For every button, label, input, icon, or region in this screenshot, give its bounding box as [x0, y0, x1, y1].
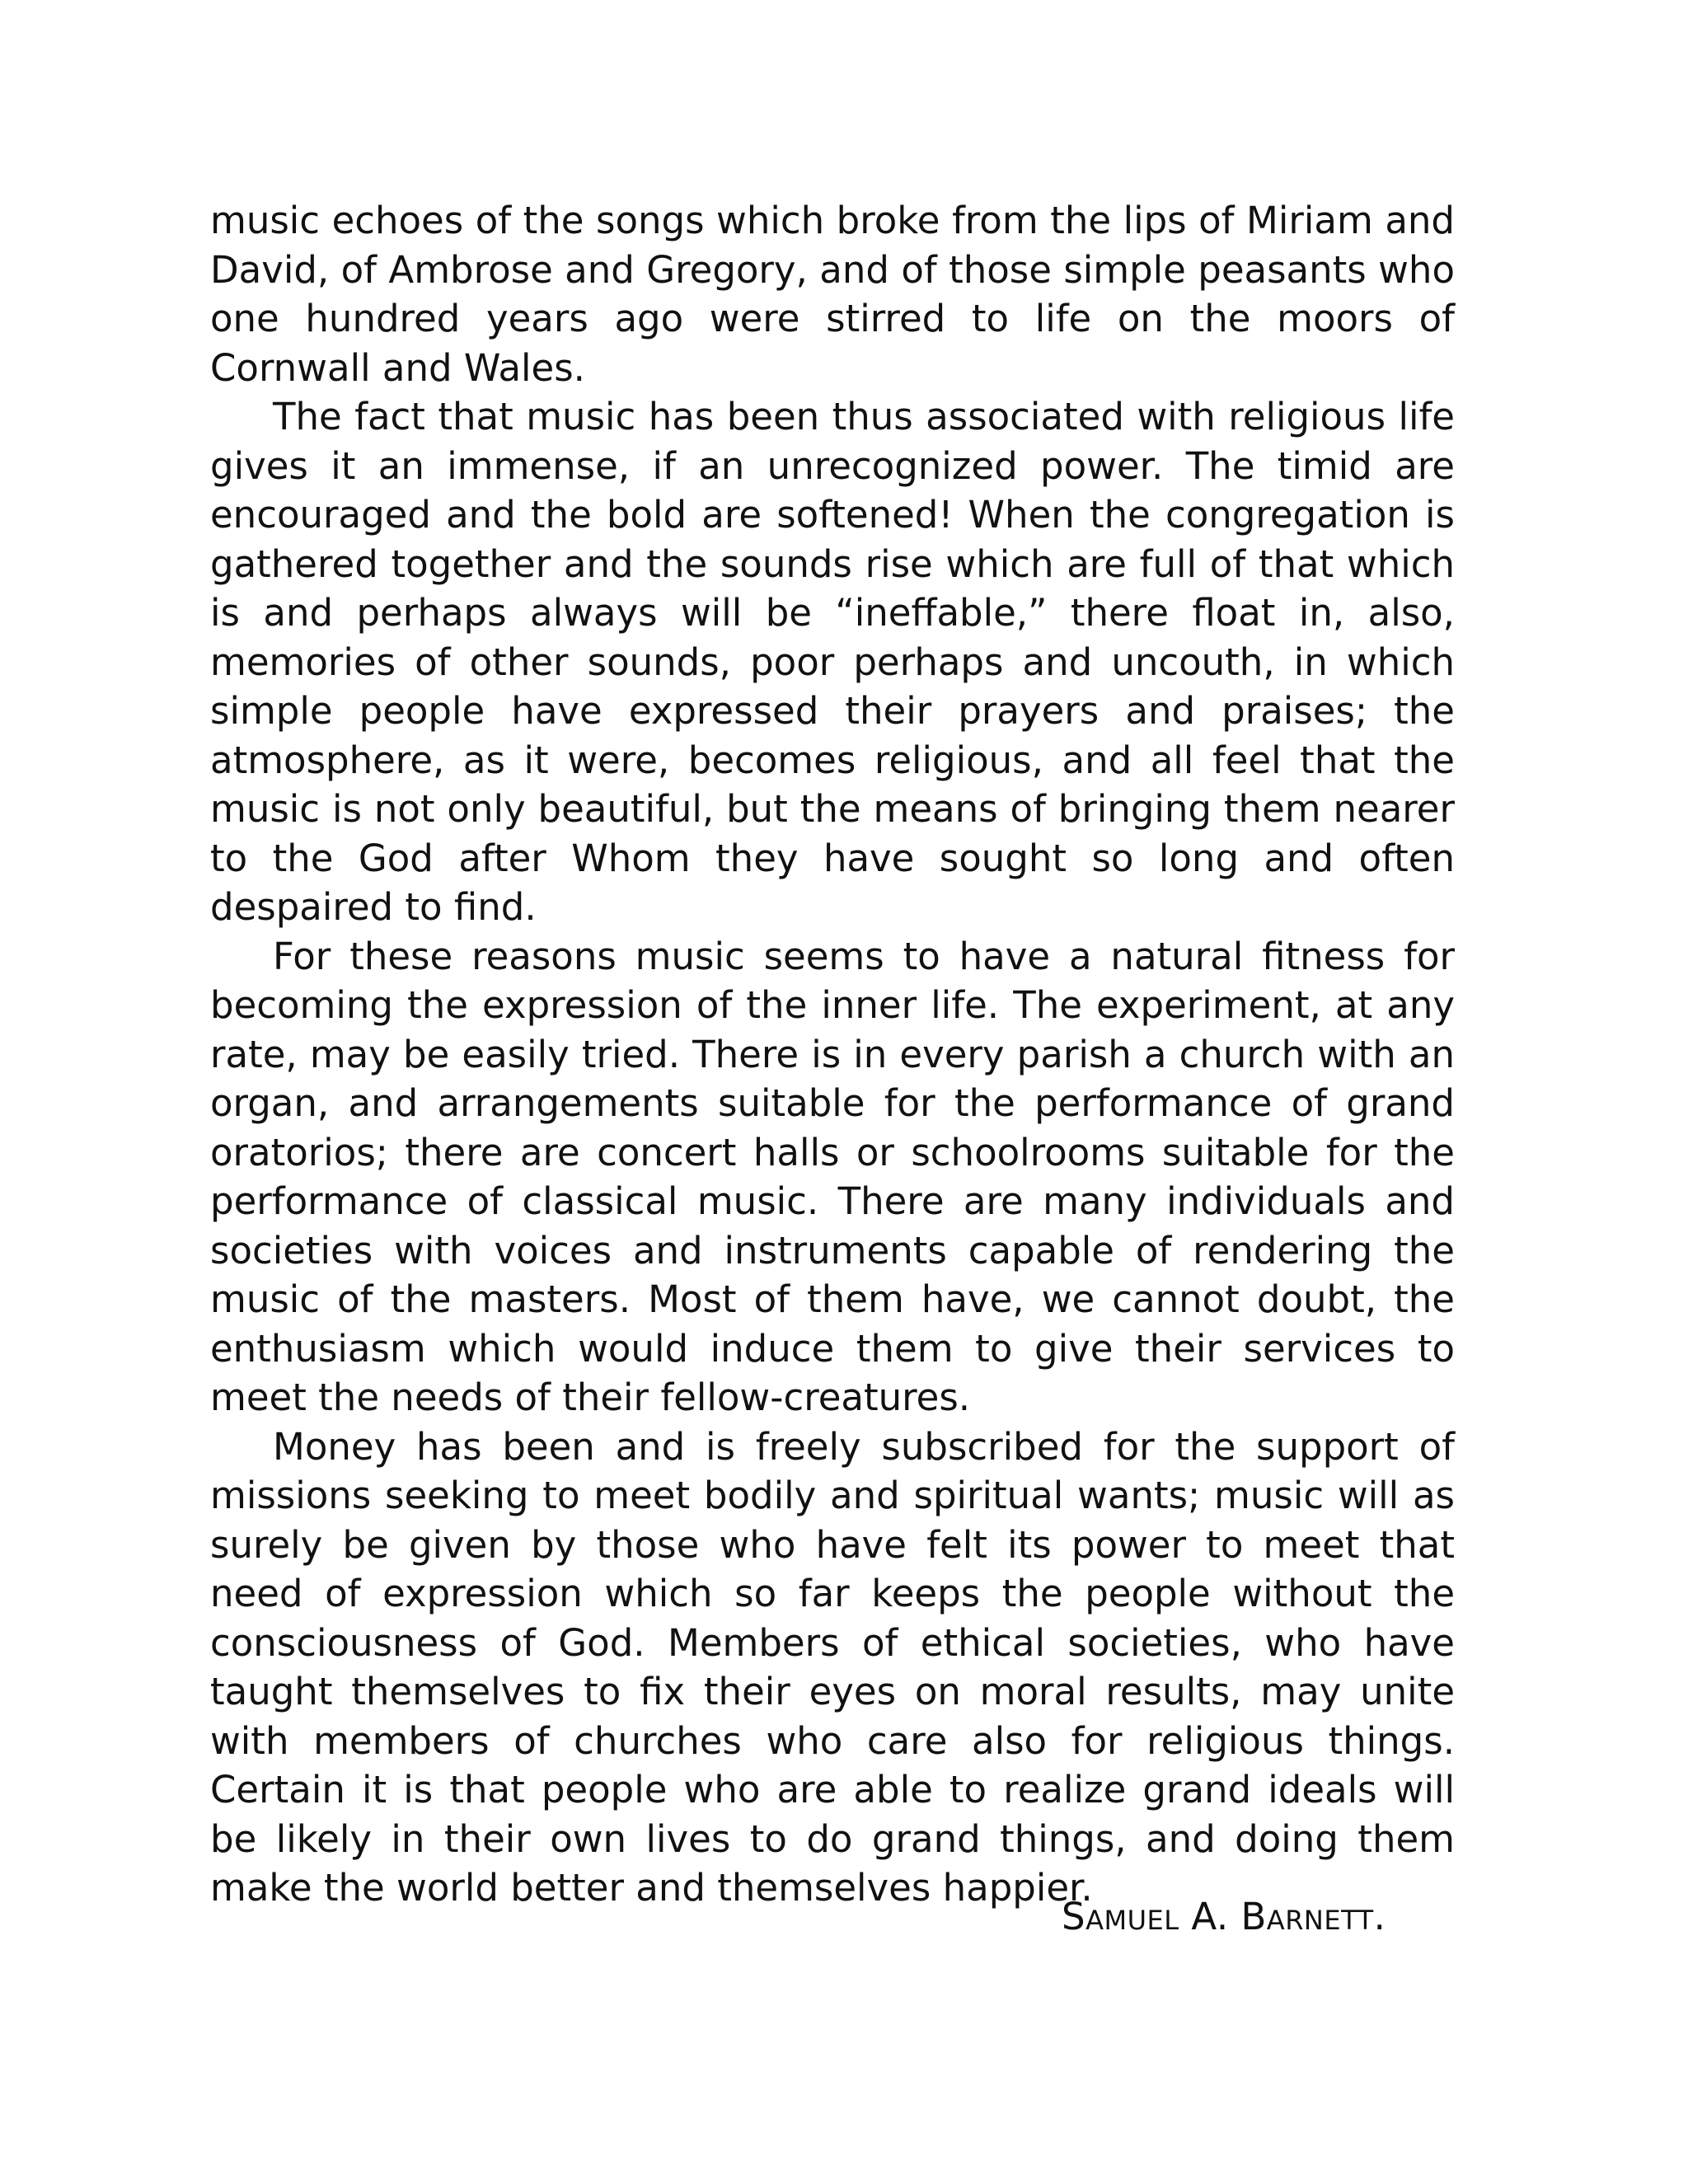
paragraph-natural-fitness: For these reasons music seems to have a natural fitness for becoming the expression of the inner life. The experiment, at any rate, may be easily tried. There is in every parish a church with an organ, and arrangements suitable for the performance of grand oratorios; there are concert halls or schoolrooms suitable for the performance of classical music. There are many individuals and societies with voices and instruments capable of rendering the music of the masters. Most of them have, we cannot doubt, the enthusiasm which would induce them to give their services to meet the needs of their fellow-creatures.	[210, 934, 1455, 1419]
paragraph-continuation: music echoes of the songs which broke from the lips of Miriam and David, of Ambrose and Gregory, and of those simple peasants who one hundred years ago were stirred to life on the moors of Cornwall and Wales.	[210, 199, 1455, 390]
paragraph-money-and-music: Money has been and is freely subscribed for the support of missions seeking to meet bodily and spiritual wants; music will as surely be given by those who have felt its power to meet that need of expression which so far keeps the people without the consciousness of God. Members of ethical societies, who have taught themselves to fix their eyes on moral results, may unite with members of churches who care also for religious things. Certain it is that people who are able to realize grand ideals will be likely in their own lives to do grand things, and doing them make the world better and themselves happier.	[210, 1424, 1455, 1910]
author-signature: Samuel A. Barnett.	[1062, 1895, 1386, 1938]
paragraph-religious-association: The fact that music has been thus associated with religious life gives it an immense, if an unrecognized power. The timid are encouraged and the bold are softened! When the congregation is gathered together and the sounds rise which are full of that which is and perhaps always will be “ineffable,” there float in, also, memories of other sounds, poor perhaps and uncouth, in which simple people have expressed their prayers and praises; the atmosphere, as it were, becomes religious, and all feel that the music is not only beautiful, but the means of bringing them nearer to the God after Whom they have sought so long and often despaired to find.	[210, 395, 1455, 929]
document-body	[210, 196, 1455, 1913]
